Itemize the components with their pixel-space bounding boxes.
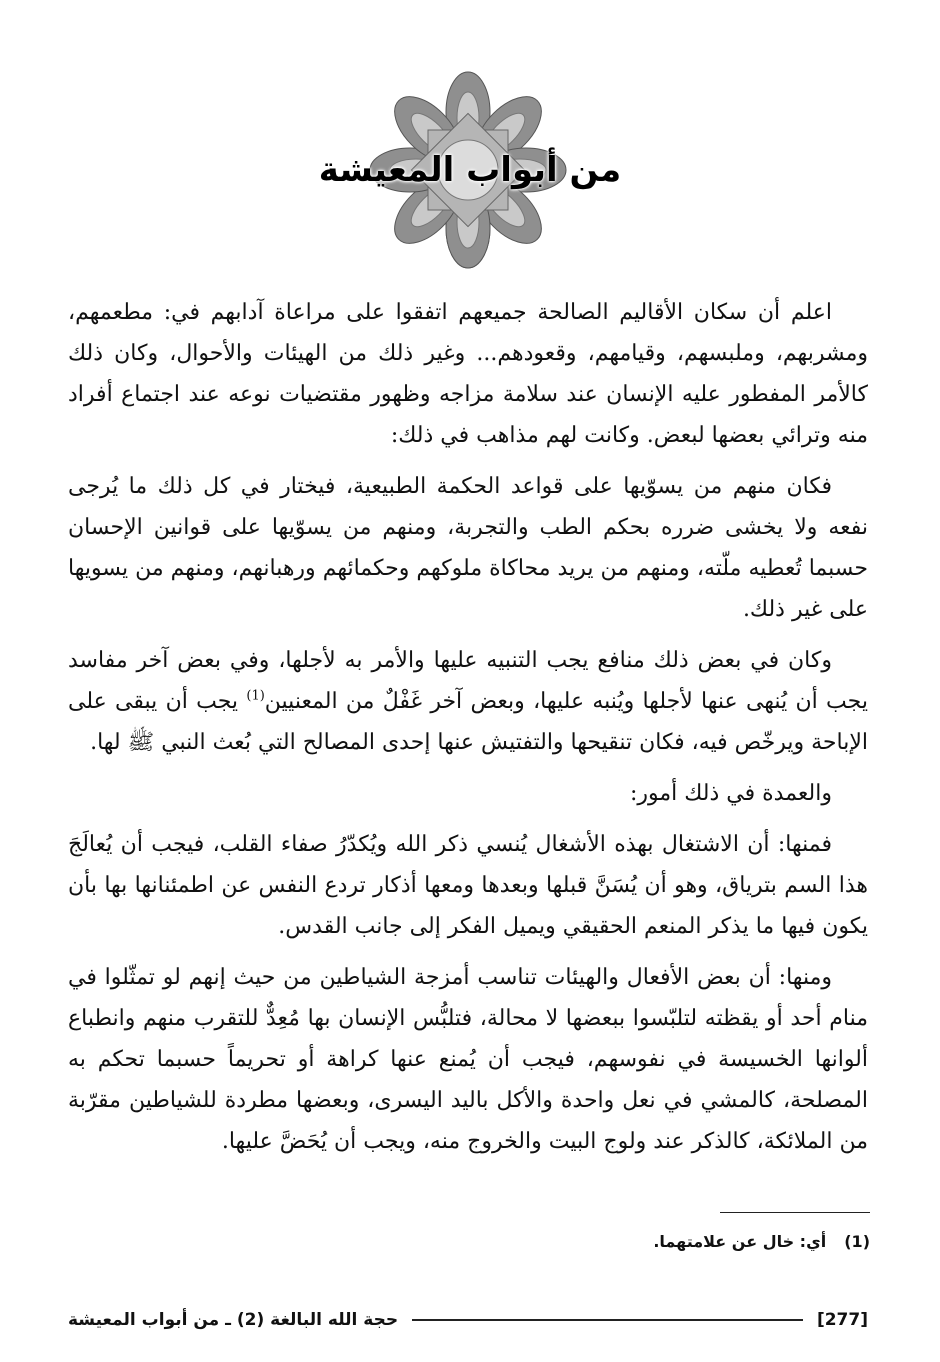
paragraph-schools: فكان منهم من يسوّيها على قواعد الحكمة الطبيعية، فيختار في كل ذلك ما يُرجى نفعه ولا يخشى ضرره بحكم الطب والتجربة، ومنهم من يسوّيها على قوانين الإحسان حسبما تُعطيه ملّته، ومنهم من يريد محاكاة ملوكهم وحكمائهم ورهبانهم، ومنهم من يسويها على غير ذلك. xyxy=(68,474,868,622)
page-number: [277] xyxy=(816,1310,868,1330)
paragraph-principle-remembrance: فمنها: أن الاشتغال بهذه الأشغال يُنسي ذكر الله ويُكدّرُ صفاء القلب، فيجب أن يُعالَجَ هذا السم بترياق، وهو أن يُسَنَّ قبلها وبعدها ومعها أذكار تردع النفس عن اطمئنانها بها بأن يكون فيها ما يذكر المنعم الحقيقي ويميل الفكر إلى جانب القدس. xyxy=(68,832,868,939)
chapter-title: من أبواب المعيشة xyxy=(318,150,622,190)
body-text xyxy=(68,292,868,1162)
footnote-divider xyxy=(720,1212,870,1213)
paragraph-principles-intro: والعمدة في ذلك أمور: xyxy=(629,781,832,806)
paragraph-benefits-text: وكان في بعض ذلك منافع يجب التنبيه عليها والأمر به لأجلها، وفي بعض آخر مفاسد يجب أن يُنهى عنها لأجلها ويُنبه عليها، وبعض آخر غَفْلٌ من المعنيين xyxy=(68,648,868,714)
footer-divider xyxy=(412,1319,803,1321)
paragraph-benefits-continued: يجب أن يبقى على الإباحة ويرخّص فيه، فكان تنقيحها والتفتيش عنها إحدى المصالح التي بُعث النبي ﷺ لها. xyxy=(68,689,868,755)
running-title: حجة الله البالغة (2) ـ من أبواب المعيشة xyxy=(68,1310,399,1330)
paragraph-intro: اعلم أن سكان الأقاليم الصالحة جميعهم اتفقوا على مراعاة آدابهم في: مطعمهم، ومشربهم، وملبسهم، وقيامهم، وقعودهم... وغير ذلك من الهيئات والأحوال، وكان ذلك كالأمر المفطور عليه الإنسان عند سلامة مزاجه وظهور مقتضيات نوعه عند اجتماع أفراد منه وترائي بعضها لبعض. وكانت لهم مذاهب في ذلك: xyxy=(68,300,868,448)
running-footer xyxy=(68,1305,868,1335)
paragraph-benefits xyxy=(68,640,868,763)
paragraph-principle-devils: ومنها: أن بعض الأفعال والهيئات تناسب أمزجة الشياطين من حيث إنهم لو تمثّلوا في منام أحد أو يقظته لتلبّسوا ببعضها لا محالة، فتلبُّس الإنسان بها مُعِدٌّ للتقرب منهم وانطباع ألوانها الخسيسة في نفوسهم، فيجب أن يُمنع عنها كراهة أو تحريماً حسبما تحكم به المصلحة، كالمشي في نعل واحدة والأكل باليد اليسرى، وبعضها مطردة للشياطين مقرّبة من الملائكة، كالذكر عند ولوج البيت والخروج منه، ويجب أن يُحَضَّ عليها. xyxy=(68,965,868,1154)
footnote-text: أي: خال عن علامتهما. xyxy=(653,1232,827,1251)
footnote-number: (1) xyxy=(844,1232,870,1251)
footnote-reference: (1) xyxy=(246,688,265,704)
footnote xyxy=(370,1232,870,1251)
